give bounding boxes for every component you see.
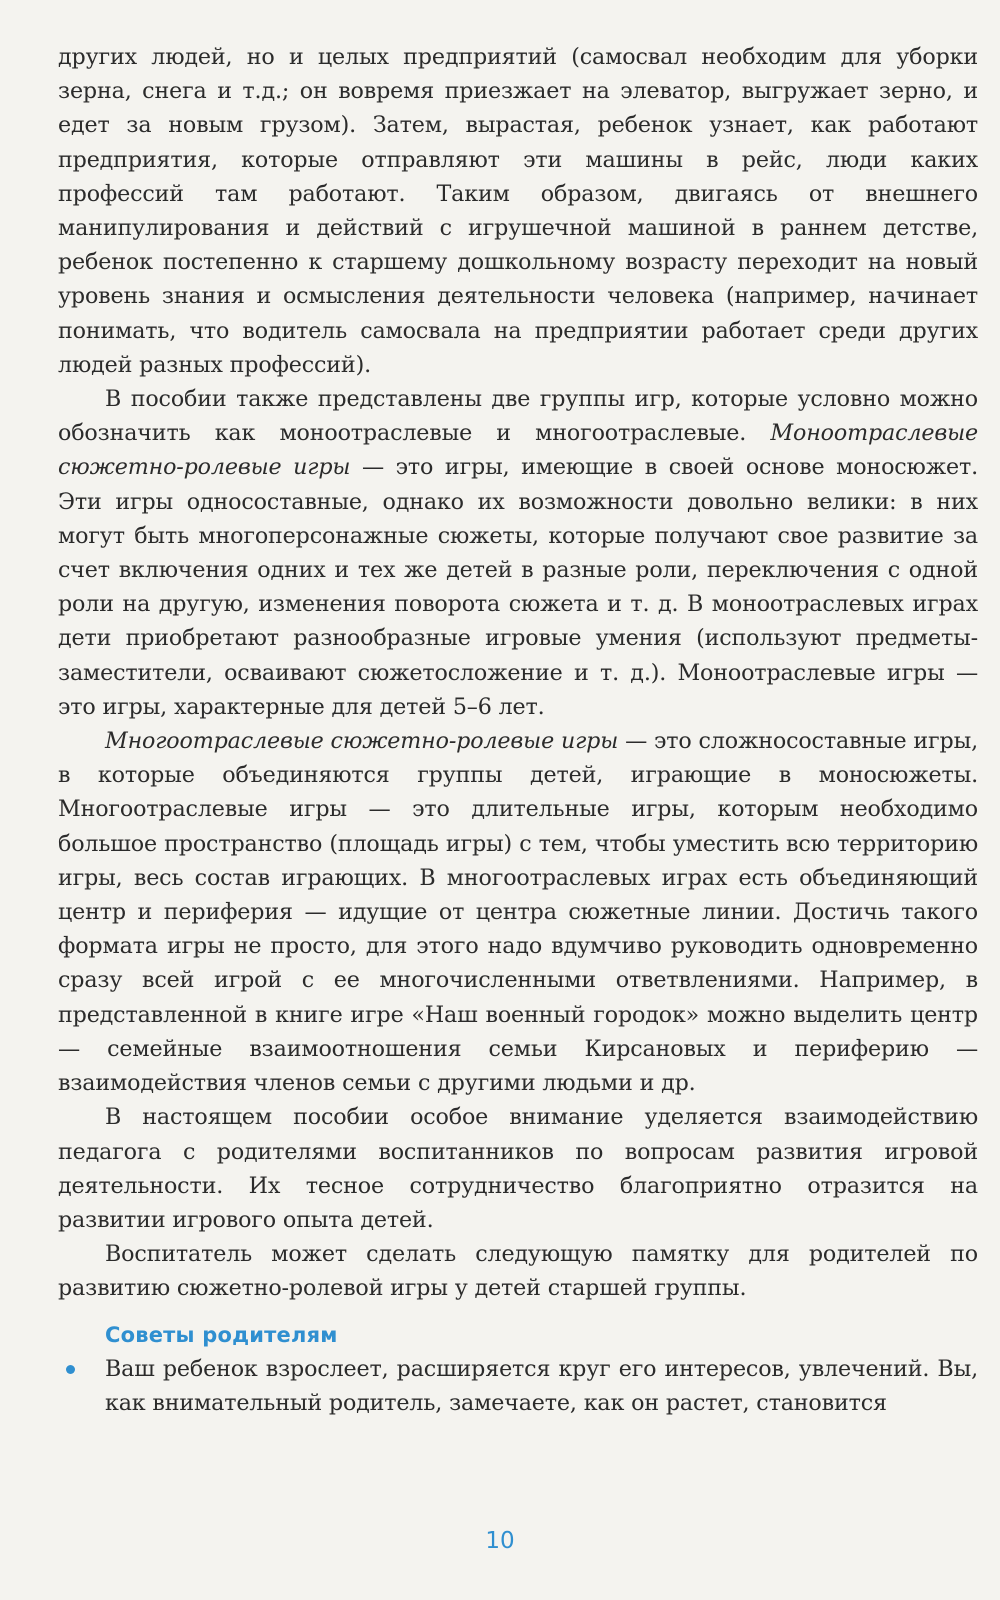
paragraph-memo: Воспитатель может сделать следующую памятку для родителей по развитию сюжетно-ролевой игры у детей старшей группы. xyxy=(58,1241,978,1302)
paragraph-text: В пособии также представлены две группы игр, которые условно можно обозначить как моноотраслевые и многоотраслевые. xyxy=(58,386,978,447)
bullet-icon xyxy=(66,1365,75,1374)
section-heading: Советы родителям xyxy=(105,1322,338,1347)
body-text xyxy=(58,40,978,1420)
paragraph-game-groups xyxy=(58,382,978,724)
paragraph-text: — это сложносоставные игры, в которые объединяются группы детей, играющие в моносюжеты. Многоотраслевые игры — это длительные игры, которым необходимо большое пространство (площадь игры) с тем, чтобы уместить всю территорию игры, весь состав играющих. В многоотраслевых играх есть объединяющий центр и периферия — идущие от центра сюжетные линии. Достичь такого формата игры не просто, для этого надо вдумчиво руководить одновременно сразу всей игрой с ее многочисленными ответвлениями. Например, в представленной в книге игре «Наш военный городок» можно выделить центр — семейные взаимоотношения семьи Кирсановых и периферию — взаимодействия членов семьи с другими людьми и др. xyxy=(58,728,979,1097)
paragraph-continuation: других людей, но и целых предприятий (самосвал необходим для уборки зерна, снега и т.д.; он вовремя приезжает на элеватор, выгружает зерно, и едет за новым грузом). Затем, вырастая, ребенок узнает, как работают предприятия, которые отправляют эти машины в рейс, люди каких профессий там работают. Таким образом, двигаясь от внешнего манипулирования и действий с игрушечной машиной в раннем детстве, ребенок постепенно к старшему дошкольному возрасту переходит на новый уровень знания и осмысления деятельности человека (например, начинает понимать, что водитель самосвала на предприятии работает среди других людей разных профессий). xyxy=(58,44,978,378)
page-number: 10 xyxy=(485,1528,515,1554)
bullet-text: Ваш ребенок взрослеет, расширяется круг его интересов, увлечений. Вы, как внимательный родитель, замечаете, как он растет, становится xyxy=(105,1355,978,1416)
term-multibranch-games: Многоотраслевые сюжетно-ролевые игры xyxy=(105,728,619,755)
paragraph-text: — это игры, имеющие в своей основе моносюжет. Эти игры односоставные, однако их возможности довольно велики: в них могут быть многоперсонажные сюжеты, которые получают свое развитие за счет включения одних и тех же детей в разные роли, переключения с одной роли на другую, изменения поворота сюжета и т. д. В моноотраслевых играх дети приобретают разнообразные игровые умения (используют предметы-заместители, осваивают сюжетосложение и т. д.). Моноотраслевые игры — это игры, характерные для детей 5–6 лет. xyxy=(58,454,978,720)
paragraph-multibranch xyxy=(58,724,978,1100)
term-monobranch-games: Моноотраслевые сюжетно-ролевые игры xyxy=(58,420,978,481)
bullet-item xyxy=(58,1352,978,1420)
paragraph-parents: В настоящем пособии особое внимание уделяется взаимодействию педагога с родителями воспитанников по вопросам развития игровой деятельности. Их тесное сотрудничество благоприятно отразится на развитии игрового опыта детей. xyxy=(58,1104,978,1233)
